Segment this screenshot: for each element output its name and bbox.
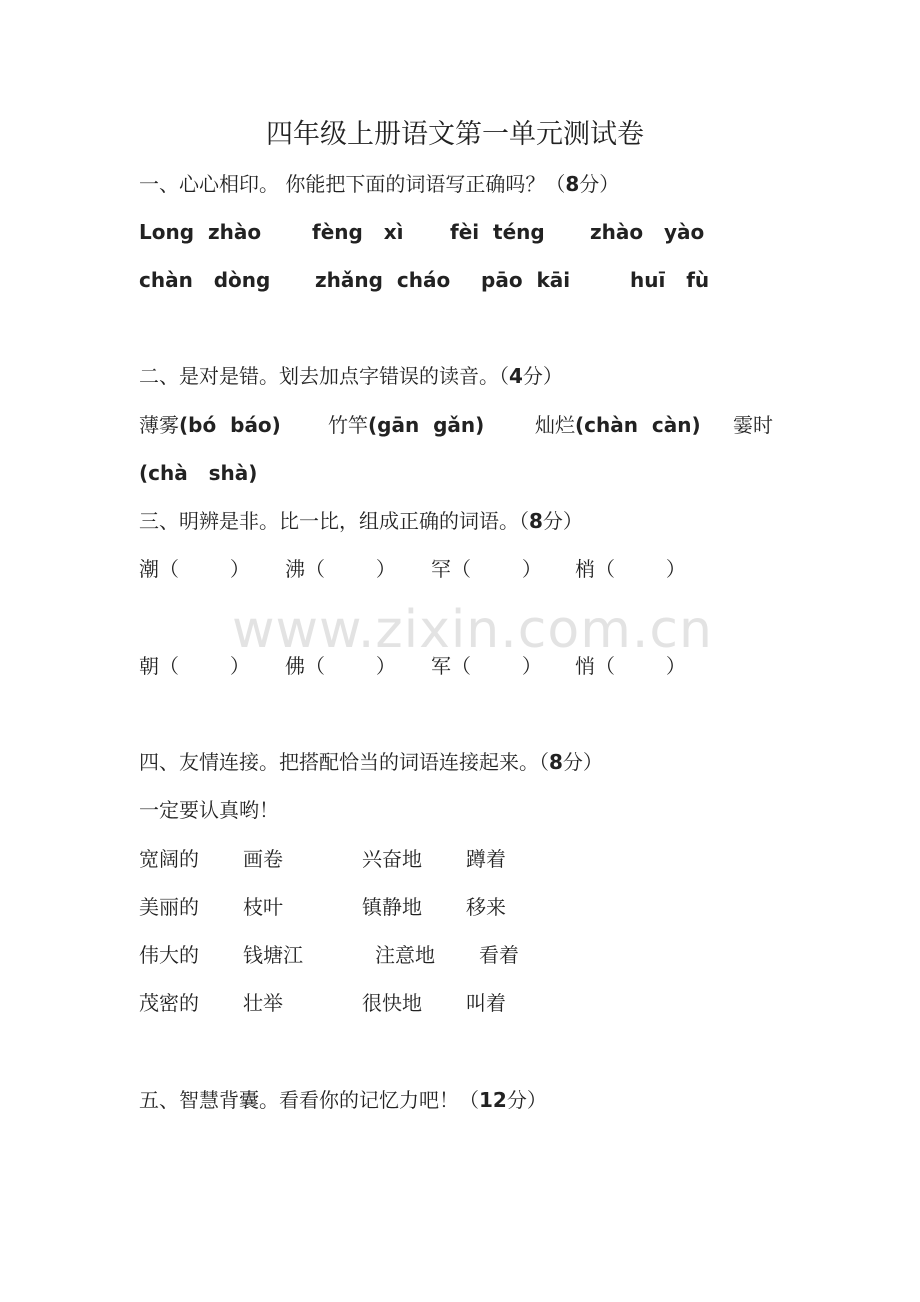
section4-heading-text: 四、友情连接。把搭配恰当的词语连接起来。（ [139,750,549,774]
match-adjective: 宽阔的 [139,847,199,871]
match-noun: 钱塘江 [243,943,303,967]
reading-options: (bó báo) [179,413,281,437]
reading-options: (gān gǎn) [368,413,485,437]
section1-heading-text: 一、心心相印。 你能把下面的词语写正确吗？（ [139,172,566,196]
match-adverb: 注意地 [375,943,435,967]
compare-item: 悄（ ） [575,654,686,678]
reading-word: 薄雾 [139,413,179,437]
reading-item [139,415,281,435]
section1-heading-tail: 分） [579,172,620,196]
section5-heading-text: 五、智慧背囊。看看你的记忆力吧！（ [139,1088,479,1112]
section3-heading-tail: 分） [542,509,583,533]
pinyin-item: fèng xì [312,220,404,244]
compare-item: 沸（ ） [285,557,396,581]
match-adverb: 镇静地 [362,895,422,919]
reading-item [328,415,484,435]
section5-heading-tail: 分） [506,1088,547,1112]
section1-heading [139,174,619,194]
section4-heading-tail: 分） [562,750,603,774]
page-title: 四年级上册语文第一单元测试卷 [266,119,644,150]
compare-item: 罕（ ） [431,557,542,581]
section3-heading [139,511,583,531]
reading-word: 灿烂 [535,413,575,437]
match-adverb: 很快地 [362,991,422,1015]
section3-points: 8 [529,509,543,533]
pinyin-item: fèi téng [450,220,545,244]
match-adverb: 兴奋地 [362,847,422,871]
reading-word: 竹竿 [328,413,368,437]
match-noun: 画卷 [243,847,283,871]
section3-heading-text: 三、明辨是非。比一比，组成正确的词语。（ [139,509,529,533]
pinyin-item: zhǎng cháo [315,268,451,292]
compare-item: 梢（ ） [575,557,686,581]
reading-options: (chàn càn) [575,413,701,437]
section2-heading [139,366,563,386]
compare-item: 佛（ ） [285,654,396,678]
reading-options: (chà shà) [139,461,258,485]
match-verb: 看着 [479,943,519,967]
section5-heading [139,1090,547,1110]
match-adjective: 茂密的 [139,991,199,1015]
section2-points: 4 [509,364,523,388]
pinyin-item: zhào yào [590,220,705,244]
match-adjective: 美丽的 [139,895,199,919]
section2-heading-text: 二、是对是错。划去加点字错误的读音。（ [139,364,509,388]
section4-heading [139,752,603,772]
section2-heading-tail: 分） [522,364,563,388]
section5-points: 12 [479,1088,507,1112]
section4-points: 8 [549,750,563,774]
match-noun: 枝叶 [243,895,283,919]
match-verb: 蹲着 [466,847,506,871]
compare-item: 朝（ ） [139,654,250,678]
pinyin-item: Long zhào [139,220,262,244]
reading-word: 霎时 [733,413,773,437]
pinyin-item: chàn dòng [139,268,271,292]
match-verb: 叫着 [466,991,506,1015]
reading-item [535,415,701,435]
match-adjective: 伟大的 [139,943,199,967]
section4-note: 一定要认真哟！ [139,798,279,822]
section1-points: 8 [565,172,580,196]
pinyin-item: pāo kāi [481,268,571,292]
match-noun: 壮举 [243,991,283,1015]
pinyin-item: huī fù [630,268,710,292]
compare-item: 潮（ ） [139,557,250,581]
compare-item: 军（ ） [431,654,542,678]
watermark: www.zixin.com.cn [232,600,713,660]
match-verb: 移来 [466,895,506,919]
